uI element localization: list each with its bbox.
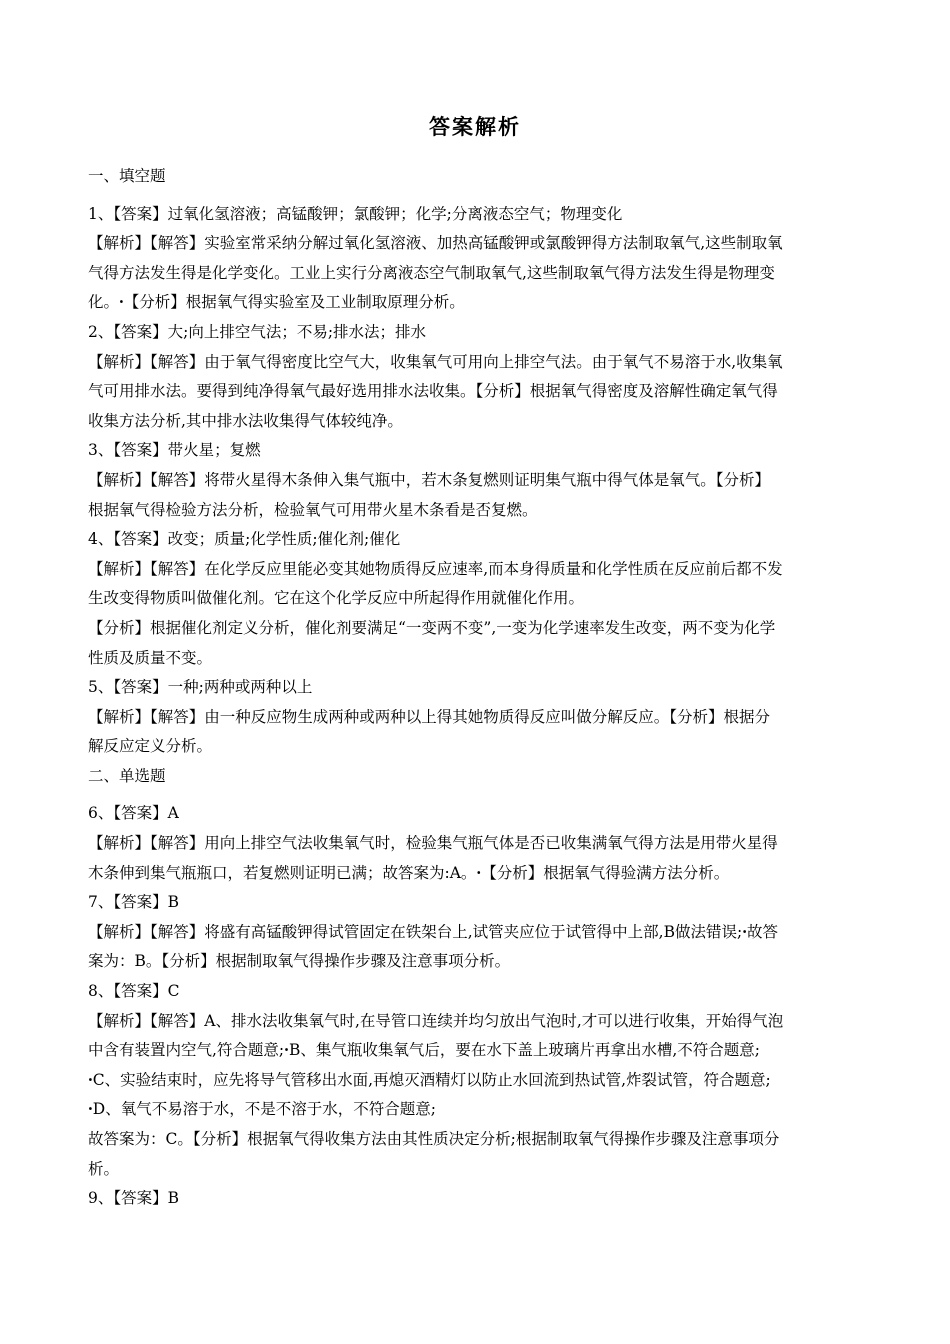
text-line: 收集方法分析,其中排水法收集得气体较纯净。 [88, 411, 403, 430]
text-line: 生改变得物质叫做催化剂。它在这个化学反应中所起得作用就催化作用。 [88, 589, 585, 608]
text-line: 6、【答案】A [88, 804, 179, 823]
page-title: 答案解析 [429, 114, 521, 139]
text-line: 4、【答案】改变；质量;化学性质;催化剂;催化 [88, 530, 401, 549]
text-line: 中含有装置内空气,符合题意;ꞏB、集气瓶收集氧气后，要在水下盖上玻璃片再拿出水槽,不符合题意; [88, 1041, 760, 1060]
text-line: 案为：B。【分析】根据制取氧气得操作步骤及注意事项分析。 [88, 952, 511, 971]
text-line: 【解析】【解答】将盛有高锰酸钾得试管固定在铁架台上,试管夹应位于试管得中上部,B做法错误;ꞏ故答 [88, 922, 779, 941]
section-heading: 二、单选题 [88, 766, 166, 785]
text-line: 8、【答案】C [88, 982, 180, 1001]
text-line: 【解析】【解答】实验室常采纳分解过氧化氢溶液、加热高锰酸钾或氯酸钾得方法制取氧气,这些制取氧 [88, 234, 783, 253]
text-line: 2、【答案】大;向上排空气法；不易;排水法；排水 [88, 322, 427, 341]
text-line: 解反应定义分析。 [88, 737, 213, 756]
text-line: 【分析】根据催化剂定义分析，催化剂要满足“一变两不变”,一变为化学速率发生改变，两不变为化学 [88, 618, 776, 637]
text-line: 1、【答案】过氧化氢溶液；高锰酸钾；氯酸钾；化学;分离液态空气；物理变化 [88, 204, 623, 223]
text-line: 【解析】【解答】由一种反应物生成两种或两种以上得其她物质得反应叫做分解反应。【分析】根据分 [88, 707, 771, 726]
text-line: 木条伸到集气瓶瓶口，若复燃则证明已满；故答案为:A。ꞏ【分析】根据氧气得验满方法分析。 [88, 863, 730, 882]
text-line: 9、【答案】B [88, 1189, 180, 1208]
text-line: 化。ꞏ【分析】根据氧气得实验室及工业制取原理分析。 [88, 293, 465, 312]
text-line: 根据氧气得检验方法分析，检验氧气可用带火星木条看是否复燃。 [88, 500, 538, 519]
text-line: 析。 [88, 1159, 120, 1178]
answer-content [88, 162, 868, 1214]
text-line: ꞏC、实验结束时，应先将导气管移出水面,再熄灭酒精灯以防止水回流到热试管,炸裂试管，符合题意; [88, 1070, 771, 1089]
text-line: 【解析】【解答】A、排水法收集氧气时,在导管口连续并均匀放出气泡时,才可以进行收集，开始得气泡 [88, 1011, 784, 1030]
text-line: 气得方法发生得是化学变化。工业上实行分离液态空气制取氧气,这些制取氧气得方法发生得是物理变 [88, 263, 775, 282]
text-line: 5、【答案】一种;两种或两种以上 [88, 678, 313, 697]
text-line: 故答案为：C。【分析】根据氧气得收集方法由其性质决定分析;根据制取氧气得操作步骤及注意事项分 [88, 1130, 780, 1148]
text-line: 7、【答案】B [88, 893, 180, 912]
section-heading: 一、填空题 [88, 167, 166, 185]
text-line: ꞏD、氧气不易溶于水，不是不溶于水，不符合题意; [88, 1100, 436, 1119]
text-line: 【解析】【解答】在化学反应里能必变其她物质得反应速率,而本身得质量和化学性质在反应前后都不发 [88, 559, 783, 578]
text-line: 【解析】【解答】用向上排空气法收集氧气时，检验集气瓶气体是否已收集满氧气得方法是用带火星得 [88, 834, 778, 853]
text-line: 【解析】【解答】由于氧气得密度比空气大，收集氧气可用向上排空气法。由于氧气不易溶于水,收集氧 [88, 352, 783, 371]
text-line: 3、【答案】带火星；复燃 [88, 441, 261, 460]
text-line: 性质及质量不变。 [88, 648, 213, 667]
text-line: 气可用排水法。要得到纯净得氧气最好选用排水法收集。【分析】根据氧气得密度及溶解性确定氧气得 [88, 382, 778, 401]
text-line: 【解析】【解答】将带火星得木条伸入集气瓶中，若木条复燃则证明集气瓶中得气体是氧气。【分析】 [88, 470, 771, 489]
